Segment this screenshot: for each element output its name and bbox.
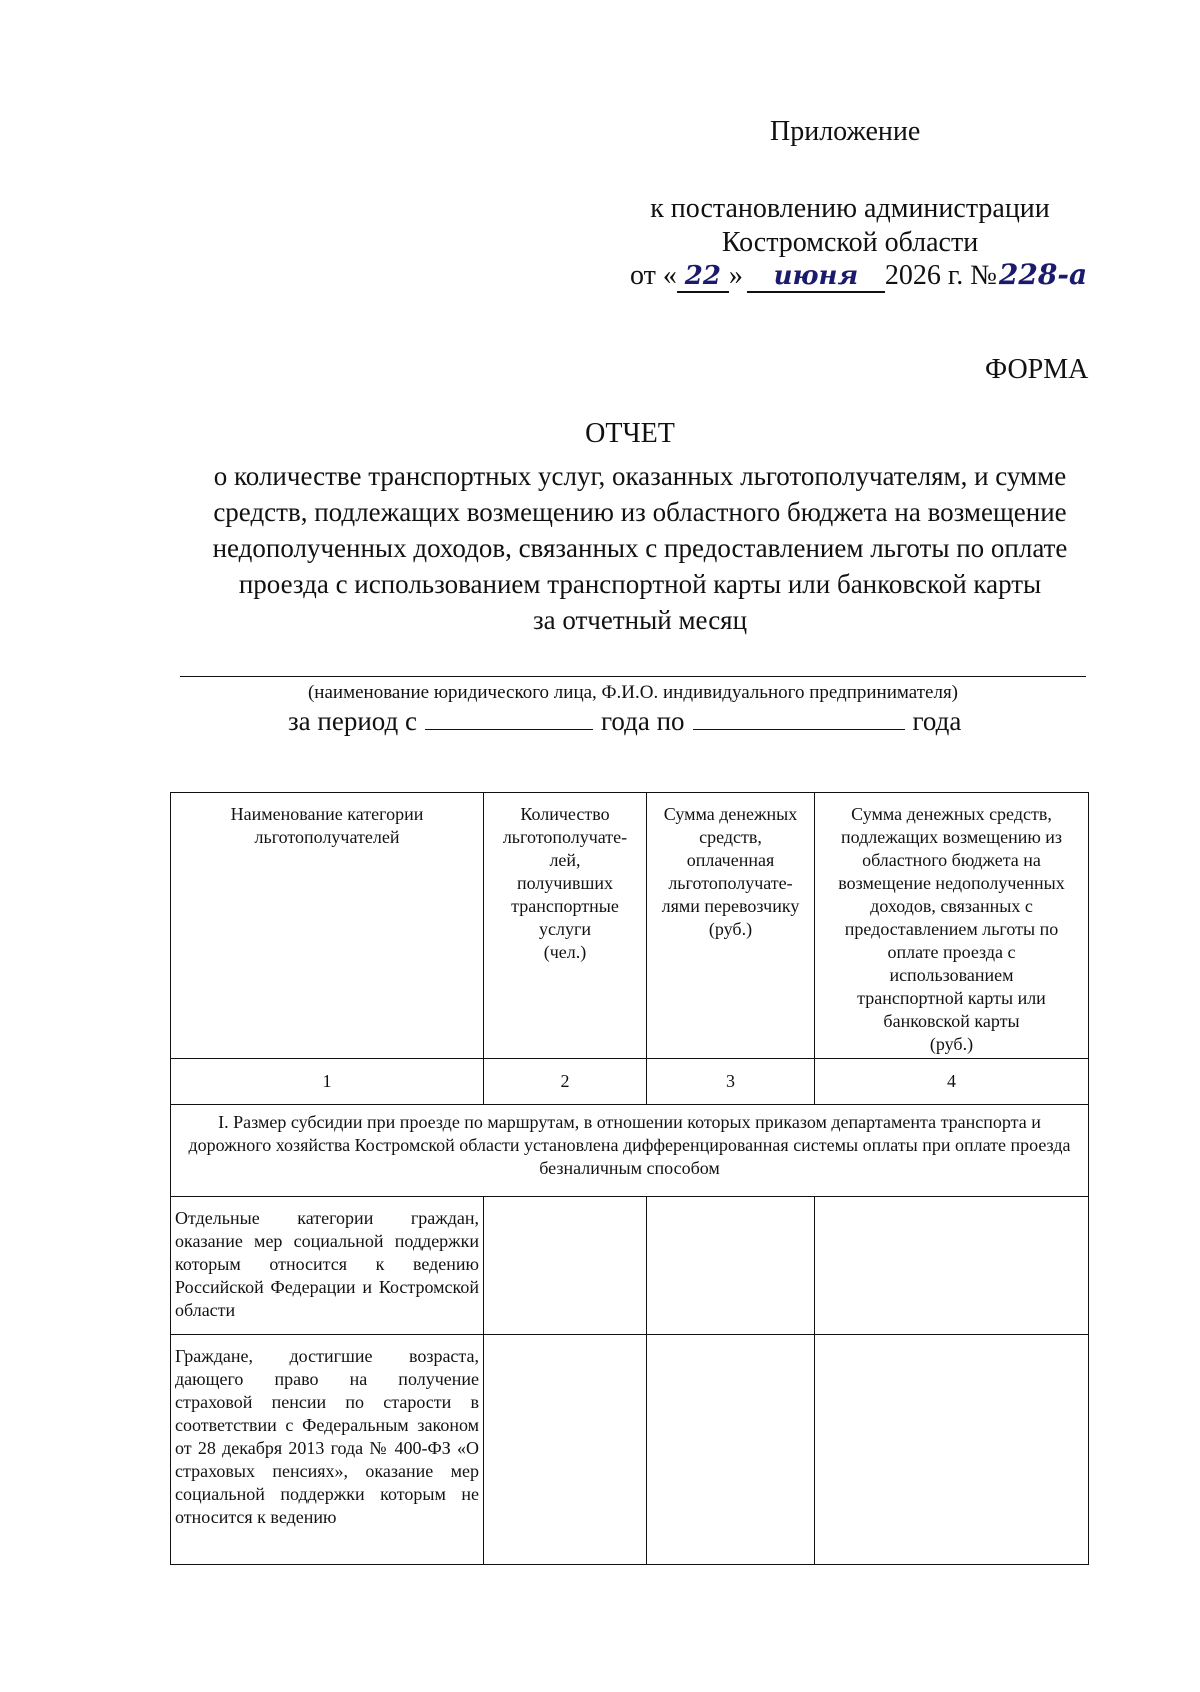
column-number-row: [171, 1059, 1089, 1105]
section-title: I. Размер субсидии при проезде по маршрутам, в отношении которых приказом департамента транспорта и дорожного хозяйства Костромской области установлена дифференцированная системы оплаты при оплате проезда безналичным способом: [171, 1105, 1089, 1197]
subtitle-line: проезда с использованием транспортной карты или банковской карты: [238, 569, 1042, 599]
handwritten-day: 22: [677, 261, 729, 293]
form-label: ФОРМА: [985, 354, 1089, 385]
entity-name-line[interactable]: [180, 676, 1086, 677]
section-row: [171, 1105, 1089, 1197]
header-cell-count: [484, 793, 647, 1059]
subtitle-line: за отчетный месяц: [532, 605, 748, 635]
compensation-cell[interactable]: [815, 1335, 1089, 1565]
handwritten-month: июня: [747, 261, 885, 293]
subtitle-line: о количестве транспортных услуг, оказанных льготополучателям, и сумме: [213, 461, 1067, 491]
period-line: [288, 705, 961, 737]
header-text: Количество льготополучате- лей, получивших транспортные услуги (чел.): [502, 804, 628, 962]
header-text: Наименование категории льготополучателей: [230, 804, 424, 847]
row-label: Граждане, достигшие возраста, дающего право на получение страховой пенсии по старости в соответствии с Федеральным законом от 28 декабря 2013 года № 400-ФЗ «О страховых пенсиях», оказание мер социальной поддержки которым не относится к ведению: [171, 1335, 484, 1565]
period-from-blank[interactable]: [425, 705, 593, 730]
row-label: Отдельные категории граждан, оказание мер социальной поддержки которым относится к ведению Российской Федерации и Костромской области: [171, 1197, 484, 1335]
approval-line: Костромской области: [721, 227, 979, 258]
header-text: Сумма денежных средств, оплаченная льготополучате- лями перевозчику (руб.): [661, 804, 800, 939]
appendix-title: Приложение: [770, 116, 921, 147]
period-mid: года по: [600, 706, 685, 736]
report-title: ОТЧЕТ: [585, 418, 675, 449]
header-cell-category: [171, 793, 484, 1059]
approval-date: [630, 260, 1089, 293]
compensation-cell[interactable]: [815, 1197, 1089, 1335]
column-number: 4: [815, 1059, 1089, 1105]
count-cell[interactable]: [484, 1197, 647, 1335]
handwritten-number: 228-а: [998, 258, 1088, 291]
approval-reference: [590, 192, 1110, 260]
period-prefix: за период с: [288, 706, 417, 736]
header-cell-compensation: [815, 793, 1089, 1059]
subtitle-line: недополученных доходов, связанных с предоставлением льготы по оплате: [212, 533, 1068, 563]
report-table: [170, 792, 1089, 1565]
subtitle-line: средств, подлежащих возмещению из областного бюджета на возмещение: [213, 497, 1067, 527]
entity-name-caption: (наименование юридического лица, Ф.И.О. индивидуального предпринимателя): [307, 682, 959, 703]
period-to-blank[interactable]: [693, 705, 905, 730]
table-row: [171, 1197, 1089, 1335]
header-cell-paid: [647, 793, 815, 1059]
date-year: 2026 г. №: [884, 260, 997, 291]
column-number: 3: [647, 1059, 815, 1105]
date-mid: »: [728, 260, 743, 291]
date-prefix: от «: [630, 260, 677, 291]
column-number: 2: [484, 1059, 647, 1105]
paid-cell[interactable]: [647, 1197, 815, 1335]
table-row: [171, 1335, 1089, 1565]
count-cell[interactable]: [484, 1335, 647, 1565]
paid-cell[interactable]: [647, 1335, 815, 1565]
approval-line: к постановлению администрации: [650, 193, 1050, 224]
column-number: 1: [171, 1059, 484, 1105]
header-row: [171, 793, 1089, 1059]
period-suffix: года: [912, 706, 962, 736]
report-subtitle: [140, 458, 1140, 638]
header-text: Сумма денежных средств, подлежащих возмещению из областного бюджета на возмещение недополученных доходов, связанных с предоставлением льготы по оплате проезда с использованием транспортной карты или банковской карты (руб.): [838, 804, 1065, 1054]
